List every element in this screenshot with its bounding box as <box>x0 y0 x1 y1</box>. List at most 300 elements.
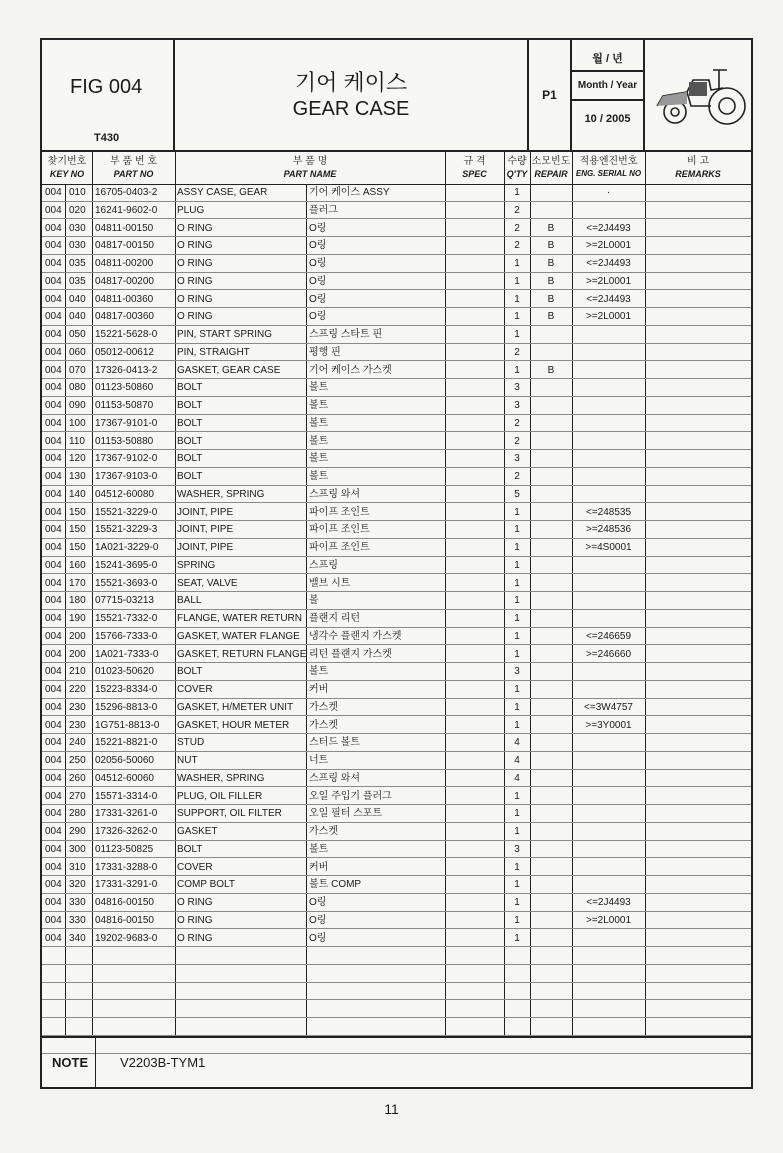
table-row <box>42 504 751 522</box>
cell-name-en: GASKET, H/METER UNIT <box>177 701 294 713</box>
table-row <box>42 362 751 380</box>
cell-fig: 004 <box>45 400 62 411</box>
cell-serial: <=248535 <box>585 506 632 518</box>
col-key-en: KEY NO <box>49 169 85 179</box>
cell-name-en: SPRING <box>177 559 216 571</box>
cell-name-ko: 플랜지 리턴 <box>309 613 361 624</box>
cell-serial: <=2J4493 <box>586 897 631 908</box>
table-row <box>42 805 751 823</box>
cell-qty: 1 <box>514 808 520 820</box>
cell-fig: 004 <box>45 311 62 323</box>
col-qty-ko: 수량 <box>507 156 527 167</box>
cell-serial: >=248536 <box>585 524 632 536</box>
col-spec <box>445 150 504 184</box>
cell-name-ko: O링 <box>309 897 327 908</box>
cell-key: 280 <box>69 808 86 820</box>
cell-name-en: BOLT <box>177 382 203 394</box>
month-year-english: Month / Year <box>577 80 638 91</box>
cell-part-no: 17326-3262-0 <box>95 826 158 837</box>
cell-qty: 4 <box>514 755 520 766</box>
cell-name-ko: 기어 케이스 ASSY <box>309 187 390 198</box>
cell-name-en: BOLT <box>177 666 203 678</box>
cell-name-ko: 너트 <box>309 755 329 766</box>
divider <box>572 70 643 72</box>
cell-repair: B <box>547 293 555 305</box>
cell-repair: B <box>547 364 555 376</box>
cell-qty: 1 <box>514 914 520 926</box>
cell-name-ko: 가스켓 <box>309 701 338 713</box>
col-part-no <box>92 150 175 184</box>
month-year-cell <box>572 40 645 150</box>
cell-key: 035 <box>69 275 86 287</box>
table-row <box>42 397 751 415</box>
cell-part-no: 1G751-8813-0 <box>95 719 160 731</box>
cell-qty: 2 <box>514 417 520 429</box>
cell-fig: 004 <box>45 524 62 536</box>
col-remarks <box>645 150 751 184</box>
cell-serial: >=246660 <box>585 648 632 660</box>
cell-repair: B <box>547 275 555 287</box>
page-number: 11 <box>384 1101 399 1117</box>
table-row <box>42 894 751 912</box>
table-row <box>42 699 751 717</box>
cell-name-ko: O링 <box>309 258 327 269</box>
cell-key: 270 <box>69 790 86 802</box>
cell-fig: 004 <box>45 542 62 553</box>
table-row <box>42 610 751 628</box>
cell-qty: 1 <box>514 701 520 713</box>
cell-qty: 1 <box>514 719 520 731</box>
cell-name-ko: 커버 <box>309 861 329 873</box>
cell-name-ko: O링 <box>309 932 327 944</box>
sheet-header <box>42 40 751 152</box>
cell-name-en: BOLT <box>177 843 203 855</box>
cell-qty: 1 <box>514 879 520 891</box>
cell-name-ko: 볼트 COMP <box>309 879 362 891</box>
col-spec-ko: 규 격 <box>463 156 486 167</box>
cell-qty: 1 <box>514 258 520 269</box>
cell-name-ko: 스프링 스타트 핀 <box>309 329 383 340</box>
cell-name-ko: 볼트 <box>309 471 329 482</box>
cell-fig: 004 <box>45 364 62 376</box>
cell-name-ko: 볼트 <box>309 417 329 429</box>
cell-part-no: 17331-3288-0 <box>95 861 158 873</box>
cell-fig: 004 <box>45 187 62 198</box>
col-part-name-ko: 부 품 명 <box>292 156 328 167</box>
cell-name-ko: O링 <box>309 311 327 323</box>
cell-name-en: GASKET, WATER FLANGE <box>177 630 300 642</box>
figure-cell <box>42 40 175 150</box>
cell-qty: 1 <box>514 648 520 660</box>
col-remarks-ko: 비 고 <box>686 156 710 167</box>
cell-fig: 004 <box>45 329 62 340</box>
cell-fig: 004 <box>45 914 62 926</box>
table-row <box>42 273 751 291</box>
cell-name-ko: 오일 주입기 플러그 <box>309 790 392 802</box>
cell-key: 035 <box>69 258 86 269</box>
divider <box>95 1038 96 1089</box>
cell-name-ko: 볼트 <box>309 400 329 411</box>
cell-part-no: 01123-50825 <box>95 843 154 855</box>
cell-name-en: ASSY CASE, GEAR <box>177 187 268 198</box>
cell-key: 070 <box>69 364 86 376</box>
cell-key: 020 <box>69 204 86 216</box>
cell-part-no: 02056-50060 <box>95 755 154 766</box>
cell-name-ko: 파이프 조인트 <box>309 542 370 553</box>
cell-key: 220 <box>69 684 86 695</box>
cell-fig: 004 <box>45 258 62 269</box>
cell-name-en: GASKET, HOUR METER <box>177 719 290 731</box>
cell-qty: 1 <box>514 311 520 323</box>
cell-name-ko: 냉각수 플랜지 가스켓 <box>309 630 402 642</box>
col-part-name-en: PART NAME <box>283 169 337 179</box>
col-key <box>42 150 92 184</box>
cell-qty: 1 <box>514 826 520 837</box>
cell-key: 100 <box>69 417 86 429</box>
cell-name-en: O RING <box>177 222 213 234</box>
cell-fig: 004 <box>45 506 62 518</box>
cell-qty: 2 <box>514 471 520 482</box>
cell-fig: 004 <box>45 772 62 784</box>
cell-key: 320 <box>69 879 86 891</box>
cell-key: 240 <box>69 737 86 749</box>
cell-fig: 004 <box>45 613 62 624</box>
cell-serial: >=4S0001 <box>585 542 632 553</box>
note-text: V2203B-TYM1 <box>120 1055 206 1070</box>
cell-fig: 004 <box>45 346 62 358</box>
cell-qty: 2 <box>514 435 520 447</box>
cell-name-en: PIN, START SPRING <box>177 329 273 340</box>
table-row <box>42 450 751 468</box>
col-remarks-en: REMARKS <box>675 169 721 179</box>
table-row <box>42 859 751 877</box>
title-cell <box>175 40 529 150</box>
cell-part-no: 15221-5628-0 <box>95 329 158 340</box>
cell-name-ko: 스터드 볼트 <box>309 737 361 749</box>
cell-part-no: 15521-3229-0 <box>95 506 158 518</box>
cell-name-ko: 밸브 시트 <box>309 577 351 589</box>
cell-key: 030 <box>69 240 86 252</box>
cell-key: 080 <box>69 382 86 394</box>
cell-serial: <=2J4493 <box>586 293 631 305</box>
cell-name-en: O RING <box>177 275 213 287</box>
table-row <box>42 468 751 486</box>
cell-part-no: 05012-00612 <box>95 346 154 358</box>
cell-name-en: COMP BOLT <box>177 879 235 891</box>
cell-part-no: 1A021-7333-0 <box>95 648 159 660</box>
cell-key: 150 <box>69 542 86 553</box>
cell-serial: <=2J4493 <box>586 222 631 234</box>
col-repair-ko: 소모빈도 <box>531 156 571 167</box>
cell-part-no: 15521-3229-3 <box>95 524 158 536</box>
cell-name-en: COVER <box>177 684 213 695</box>
cell-part-no: 17367-9102-0 <box>95 453 158 465</box>
table-row <box>42 415 751 433</box>
cell-fig: 004 <box>45 417 62 429</box>
cell-part-no: 15521-7332-0 <box>95 613 158 624</box>
table-row <box>42 220 751 238</box>
cell-name-en: BOLT <box>177 453 203 465</box>
cell-name-ko: 가스켓 <box>309 719 338 731</box>
cell-fig: 004 <box>45 382 62 394</box>
cell-name-en: BOLT <box>177 435 203 447</box>
cell-fig: 004 <box>45 275 62 287</box>
cell-qty: 4 <box>514 737 520 749</box>
cell-name-en: JOINT, PIPE <box>177 542 234 553</box>
cell-name-ko: O링 <box>309 222 327 234</box>
table-row <box>42 646 751 664</box>
cell-name-ko: O링 <box>309 275 327 287</box>
cell-name-en: BALL <box>177 595 202 607</box>
cell-key: 120 <box>69 453 86 465</box>
cell-part-no: 15223-8334-0 <box>95 684 158 695</box>
col-spec-en: SPEC <box>462 169 487 179</box>
cell-part-no: 04817-00200 <box>95 275 154 287</box>
cell-key: 150 <box>69 506 86 518</box>
empty-row <box>42 965 751 983</box>
cell-key: 190 <box>69 613 86 624</box>
table-row <box>42 344 751 362</box>
cell-name-ko: O링 <box>309 914 327 926</box>
model-code: T430 <box>94 132 120 144</box>
cell-name-ko: 스프링 <box>309 559 338 571</box>
cell-key: 250 <box>69 755 86 766</box>
cell-key: 060 <box>69 346 86 358</box>
cell-key: 210 <box>69 666 86 678</box>
cell-name-en: PIN, STRAIGHT <box>177 346 250 358</box>
cell-key: 310 <box>69 861 86 873</box>
table-row <box>42 539 751 557</box>
cell-name-en: O RING <box>177 258 213 269</box>
cell-name-ko: O링 <box>309 293 327 305</box>
cell-qty: 1 <box>514 542 520 553</box>
cell-name-en: JOINT, PIPE <box>177 524 234 536</box>
cell-part-no: 17326-0413-2 <box>95 364 158 376</box>
cell-part-no: 16705-0403-2 <box>95 187 158 198</box>
cell-qty: 1 <box>514 595 520 607</box>
table-row <box>42 521 751 539</box>
table-row <box>42 663 751 681</box>
cell-key: 200 <box>69 630 86 642</box>
cell-name-en: WASHER, SPRING <box>177 488 265 500</box>
cell-part-no: 17367-9103-0 <box>95 471 158 482</box>
cell-serial: <=3W4757 <box>584 701 633 713</box>
note-section <box>42 1036 751 1089</box>
table-row <box>42 841 751 859</box>
cell-part-no: 01023-50620 <box>95 666 154 678</box>
cell-name-en: WASHER, SPRING <box>177 772 265 784</box>
cell-part-no: 04817-00360 <box>95 311 154 323</box>
cell-name-ko: 파이프 조인트 <box>309 506 370 518</box>
cell-qty: 1 <box>514 293 520 305</box>
table-row <box>42 291 751 309</box>
cell-fig: 004 <box>45 471 62 482</box>
cell-repair: B <box>547 311 555 323</box>
cell-part-no: 16241-9602-0 <box>95 204 158 216</box>
cell-part-no: 01123-50860 <box>95 382 154 394</box>
cell-qty: 1 <box>514 630 520 642</box>
table-row <box>42 557 751 575</box>
table-row <box>42 575 751 593</box>
cell-qty: 1 <box>514 364 520 376</box>
cell-key: 200 <box>69 648 86 660</box>
cell-qty: 1 <box>514 932 520 944</box>
cell-serial: >=2L0001 <box>585 240 632 252</box>
cell-key: 290 <box>69 826 86 837</box>
cell-serial: <=246659 <box>585 630 632 642</box>
cell-serial: >=2L0001 <box>585 311 632 323</box>
col-part-no-ko: 부 품 번 호 <box>110 156 157 167</box>
col-key-ko: 찾기번호 <box>47 156 87 167</box>
cell-key: 110 <box>69 435 85 447</box>
cell-fig: 004 <box>45 932 62 944</box>
cell-key: 040 <box>69 311 86 323</box>
cell-qty: 3 <box>514 453 520 465</box>
cell-part-no: 15241-3695-0 <box>95 559 158 571</box>
cell-fig: 004 <box>45 435 62 447</box>
cell-key: 230 <box>69 719 86 731</box>
cell-name-ko: 평행 핀 <box>309 346 341 358</box>
cell-name-en: STUD <box>177 737 205 749</box>
table-row <box>42 912 751 930</box>
cell-name-en: BOLT <box>177 417 203 429</box>
cell-key: 140 <box>69 488 86 500</box>
cell-key: 170 <box>69 577 86 589</box>
col-repair-en: REPAIR <box>534 169 568 179</box>
cell-part-no: 15296-8813-0 <box>95 701 158 713</box>
empty-row <box>42 983 751 1001</box>
cell-key: 010 <box>69 187 86 198</box>
col-serial-ko: 적용엔진번호 <box>579 156 638 167</box>
title-korean: 기어 케이스 <box>294 70 408 95</box>
cell-name-ko: 볼 <box>309 595 319 607</box>
cell-fig: 004 <box>45 222 62 234</box>
cell-name-en: GASKET <box>177 826 218 837</box>
cell-qty: 5 <box>514 488 520 500</box>
table-row <box>42 184 751 202</box>
cell-fig: 004 <box>45 897 62 908</box>
cell-qty: 1 <box>514 790 520 802</box>
cell-key: 340 <box>69 932 86 944</box>
cell-name-ko: 오일 필터 스포트 <box>309 808 383 820</box>
col-part-no-en: PART NO <box>113 169 154 179</box>
cell-key: 300 <box>69 843 86 855</box>
cell-fig: 004 <box>45 559 62 571</box>
cell-qty: 3 <box>514 843 520 855</box>
cell-part-no: 1A021-3229-0 <box>95 542 159 553</box>
cell-fig: 004 <box>45 826 62 837</box>
cell-fig: 004 <box>45 719 62 731</box>
table-row <box>42 202 751 220</box>
cell-name-ko: 플러그 <box>309 204 338 216</box>
cell-part-no: 17331-3291-0 <box>95 879 158 891</box>
cell-part-no: 17367-9101-0 <box>95 417 158 429</box>
table-row <box>42 628 751 646</box>
cell-key: 180 <box>69 595 86 607</box>
cell-name-ko: 가스켓 <box>309 826 338 837</box>
cell-qty: 1 <box>514 613 520 624</box>
cell-name-en: BOLT <box>177 471 203 482</box>
cell-name-en: COVER <box>177 861 213 873</box>
table-row <box>42 433 751 451</box>
cell-fig: 004 <box>45 737 62 749</box>
cell-qty: 1 <box>514 897 520 908</box>
cell-key: 050 <box>69 329 86 340</box>
cell-name-ko: 볼트 <box>309 453 329 465</box>
table-row <box>42 752 751 770</box>
cell-qty: 2 <box>514 222 520 234</box>
cell-qty: 3 <box>514 400 520 411</box>
table-row <box>42 326 751 344</box>
cell-fig: 004 <box>45 240 62 252</box>
cell-part-no: 19202-9683-0 <box>95 932 158 944</box>
cell-name-ko: 볼트 <box>309 435 329 447</box>
table-row <box>42 734 751 752</box>
page-cell <box>529 40 572 150</box>
cell-key: 230 <box>69 701 86 713</box>
cell-name-en: SUPPORT, OIL FILTER <box>177 808 282 820</box>
cell-serial: >=3Y0001 <box>585 719 632 731</box>
cell-name-ko: 볼트 <box>309 382 329 394</box>
cell-fig: 004 <box>45 879 62 891</box>
cell-qty: 3 <box>514 382 520 394</box>
cell-fig: 004 <box>45 843 62 855</box>
tractor-cell <box>645 40 751 150</box>
cell-fig: 004 <box>45 861 62 873</box>
cell-fig: 004 <box>45 453 62 465</box>
cell-qty: 3 <box>514 666 520 678</box>
cell-part-no: 15571-3314-0 <box>95 790 158 802</box>
cell-part-no: 01153-50870 <box>95 400 154 411</box>
cell-name-ko: 볼트 <box>309 666 329 678</box>
table-row <box>42 237 751 255</box>
cell-fig: 004 <box>45 666 62 678</box>
cell-part-no: 04811-00150 <box>95 222 154 234</box>
cell-name-en: GASKET, GEAR CASE <box>177 364 281 376</box>
cell-fig: 004 <box>45 293 62 305</box>
cell-part-no: 04811-00360 <box>95 293 154 305</box>
title-english: GEAR CASE <box>292 98 410 120</box>
divider <box>572 99 643 101</box>
cell-name-en: NUT <box>177 755 198 766</box>
cell-part-no: 15766-7333-0 <box>95 630 158 642</box>
note-label: NOTE <box>52 1055 89 1070</box>
cell-name-ko: O링 <box>309 240 327 252</box>
cell-fig: 004 <box>45 488 62 500</box>
cell-part-no: 04816-00150 <box>95 897 154 908</box>
cell-name-en: PLUG <box>177 204 205 216</box>
figure-number: FIG 004 <box>70 76 143 98</box>
cell-name-en: O RING <box>177 932 213 944</box>
table-row <box>42 930 751 948</box>
cell-fig: 004 <box>45 577 62 589</box>
cell-name-en: PLUG, OIL FILLER <box>177 790 263 802</box>
cell-name-en: O RING <box>177 914 213 926</box>
cell-repair: B <box>547 240 555 252</box>
cell-qty: 1 <box>514 506 520 518</box>
empty-row <box>42 1018 751 1036</box>
cell-qty: 1 <box>514 684 520 695</box>
cell-fig: 004 <box>45 790 62 802</box>
cell-qty: 1 <box>514 329 520 340</box>
cell-fig: 004 <box>45 204 62 216</box>
col-qty <box>504 150 530 184</box>
cell-key: 040 <box>69 293 86 305</box>
cell-name-ko: 커버 <box>309 684 329 695</box>
cell-key: 090 <box>69 400 86 411</box>
cell-name-en: O RING <box>177 897 213 908</box>
tractor-icon <box>649 66 749 128</box>
